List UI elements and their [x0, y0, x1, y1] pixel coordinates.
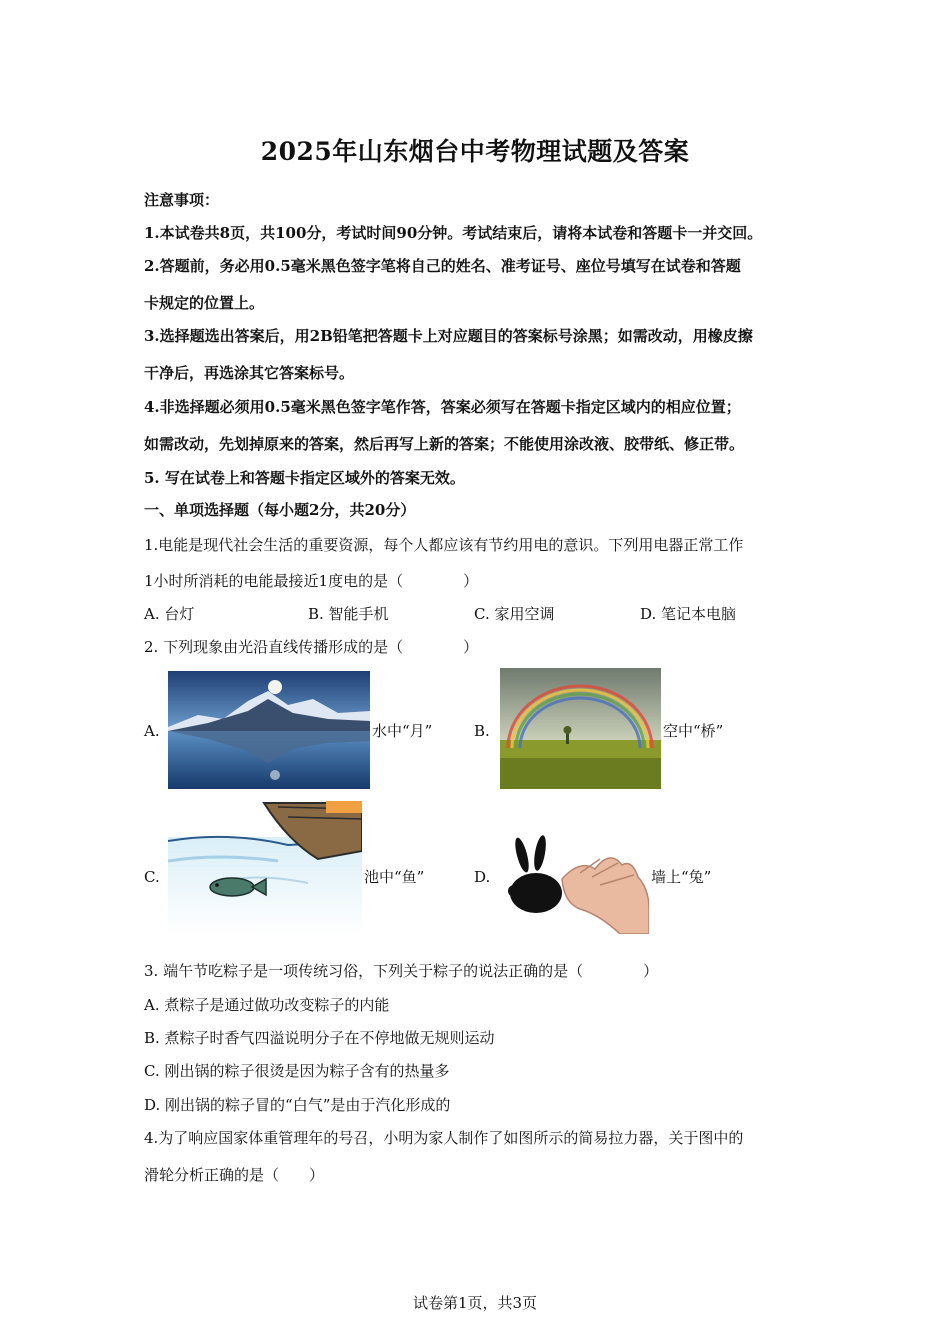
q2-option-d-label: D. — [474, 868, 491, 886]
q3-option-a: A. 煮粽子是通过做功改变粽子的内能 — [144, 996, 390, 1014]
notice-item: 干净后，再选涂其它答案标号。 — [144, 364, 355, 382]
page-footer: 试卷第1页，共3页 — [412, 1294, 538, 1312]
notice-item: 1.本试卷共8页，共100分，考试时间90分钟。考试结束后，请将本试卷和答题卡一并交回。 — [144, 224, 763, 242]
q2-option-b-label: B. — [474, 722, 490, 740]
question-1-stem: 1.电能是现代社会生活的重要资源，每个人都应该有节约用电的意识。下列用电器正常工作 — [144, 536, 744, 554]
q3-option-b: B. 煮粽子时香气四溢说明分子在不停地做无规则运动 — [144, 1029, 495, 1047]
section-heading: 一、单项选择题（每小题2分，共20分） — [144, 501, 416, 519]
question-4-stem: 4.为了响应国家体重管理年的号召，小明为家人制作了如图所示的简易拉力器，关于图中的 — [144, 1129, 744, 1147]
q3-option-d: D. 刚出锅的粽子冒的“白气”是由于汽化形成的 — [144, 1096, 451, 1114]
q2-option-b-caption: 空中“桥” — [663, 722, 724, 740]
q2-option-c-label: C. — [144, 868, 160, 886]
moon-lake-image — [168, 671, 370, 789]
hand-shadow-rabbit-image — [500, 829, 649, 934]
q2-option-a-caption: 水中“月” — [372, 722, 433, 740]
notice-item: 3.选择题选出答案后，用2B铅笔把答题卡上对应题目的答案标号涂黑；如需改动，用橡皮擦 — [144, 327, 753, 345]
page-title: 2025年山东烟台中考物理试题及答案 — [260, 137, 690, 166]
question-4-stem-cont: 滑轮分析正确的是（ ） — [144, 1166, 325, 1184]
q2-option-d-caption: 墙上“兔” — [651, 868, 712, 886]
rainbow-image — [500, 668, 661, 789]
question-2-stem: 2. 下列现象由光沿直线传播形成的是（ ） — [144, 638, 479, 656]
fish-pond-image — [168, 801, 362, 933]
question-3-stem: 3. 端午节吃粽子是一项传统习俗，下列关于粽子的说法正确的是（ ） — [144, 962, 659, 980]
notice-heading: 注意事项： — [144, 191, 220, 209]
notice-item: 卡规定的位置上。 — [144, 294, 265, 312]
q1-option-b: B. 智能手机 — [308, 605, 389, 623]
q1-option-d: D. 笔记本电脑 — [640, 605, 737, 623]
q2-option-c-caption: 池中“鱼” — [364, 868, 425, 886]
q1-option-a: A. 台灯 — [144, 605, 195, 623]
notice-item: 2.答题前，务必用0.5毫米黑色签字笔将自己的姓名、准考证号、座位号填写在试卷和答题 — [144, 257, 741, 275]
question-1-stem-cont: 1小时所消耗的电能最接近1度电的是（ ） — [144, 572, 479, 590]
notice-item: 5. 写在试卷上和答题卡指定区域外的答案无效。 — [144, 469, 465, 487]
q2-option-a-label: A. — [144, 722, 160, 740]
q1-option-c: C. 家用空调 — [474, 605, 555, 623]
notice-item: 4.非选择题必须用0.5毫米黑色签字笔作答，答案必须写在答题卡指定区域内的相应位置； — [144, 398, 741, 416]
notice-item: 如需改动，先划掉原来的答案，然后再写上新的答案；不能使用涂改液、胶带纸、修正带。 — [144, 435, 745, 453]
q3-option-c: C. 刚出锅的粽子很烫是因为粽子含有的热量多 — [144, 1062, 450, 1080]
